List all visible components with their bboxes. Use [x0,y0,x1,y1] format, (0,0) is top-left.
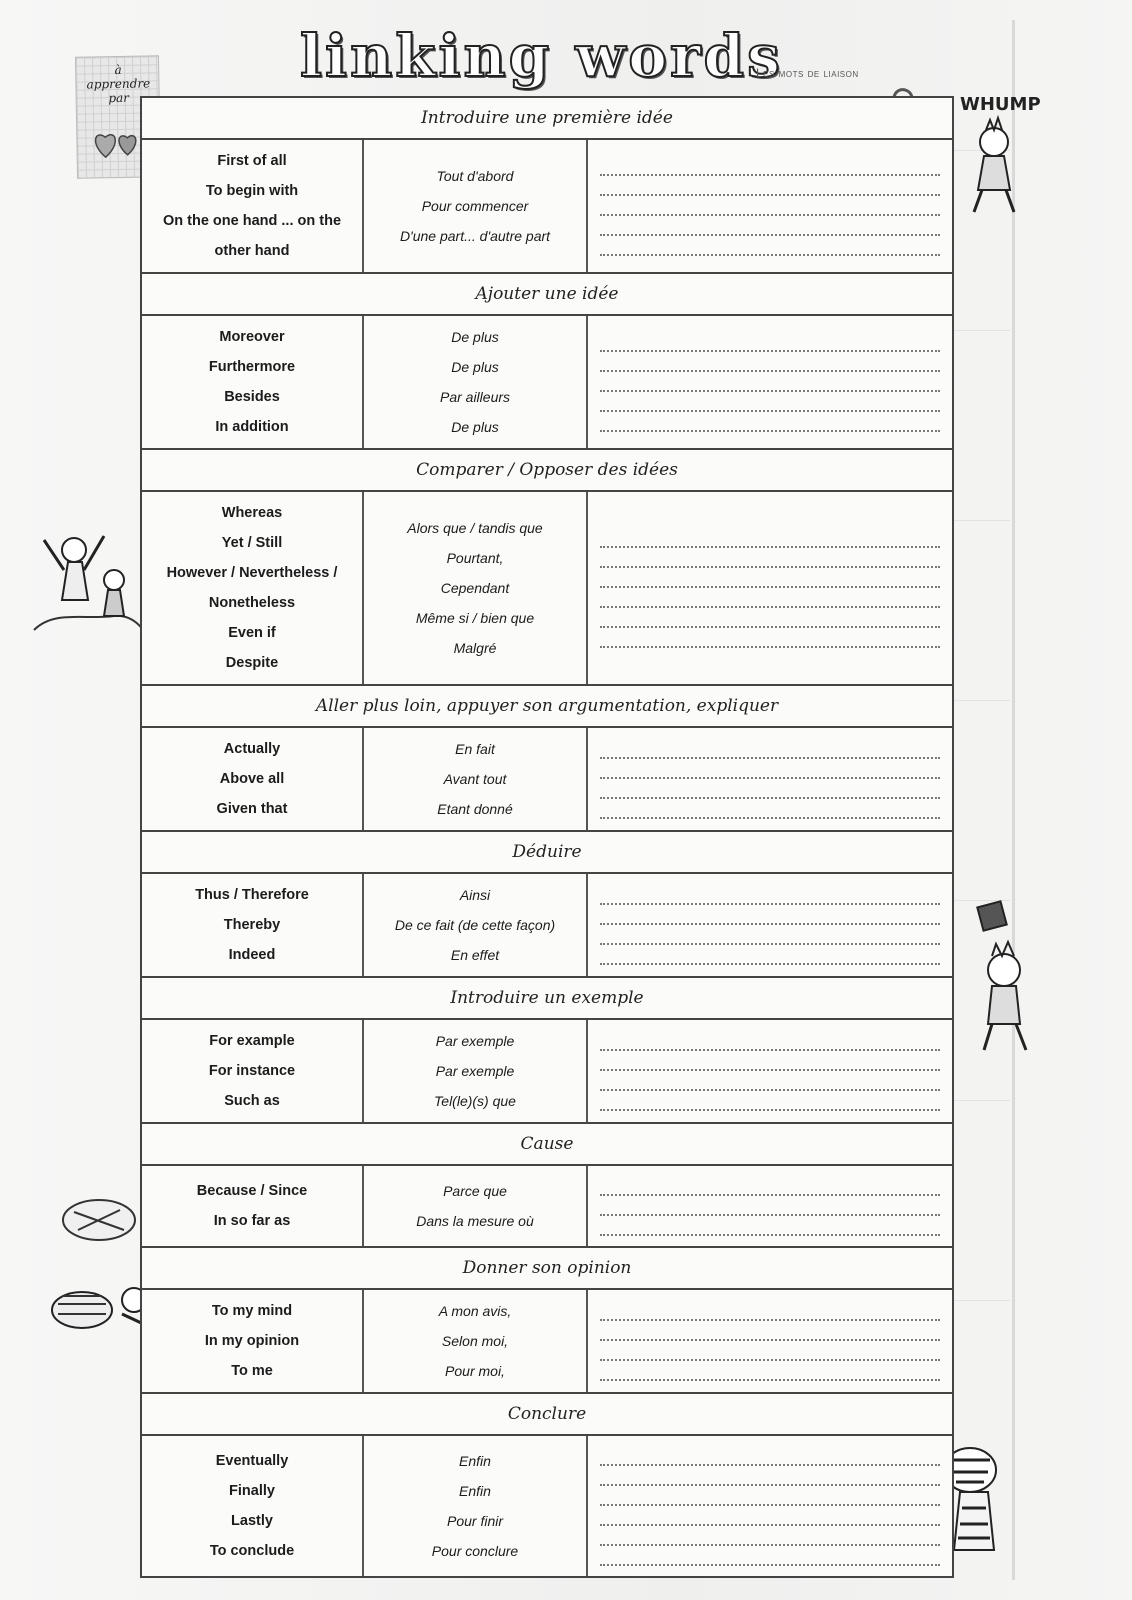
page-subtitle: Les mots de liaison [756,66,859,80]
hearts-icon [91,119,146,164]
dotted-writing-line[interactable] [600,588,940,608]
writing-area[interactable] [588,1436,952,1576]
section-title: Aller plus loin, appuyer son argumentation, expliquer [142,686,952,728]
french-translation: Pour moi, [445,1363,505,1379]
section-row [142,492,952,686]
section-title: Conclure [142,1394,952,1436]
section-row [142,728,952,832]
dotted-writing-line[interactable] [600,759,940,779]
french-translation: Malgré [453,640,497,656]
section-title: Déduire [142,832,952,874]
section-row [142,1290,952,1394]
dotted-writing-line[interactable] [600,1176,940,1196]
french-translation: Tel(le)(s) que [434,1093,516,1109]
french-translation: De plus [451,359,499,375]
writing-area[interactable] [588,1020,952,1122]
writing-area[interactable] [588,728,952,830]
english-linking-word: Even if [228,625,276,641]
dotted-writing-line[interactable] [600,1321,940,1341]
dotted-writing-line[interactable] [600,945,940,965]
comic-character-with-book-icon [962,900,1046,1060]
section-title: Cause [142,1124,952,1166]
comic-characters-tumble-icon [54,1190,144,1250]
english-linking-word: Whereas [221,505,283,521]
english-linking-word: However / Nevertheless / [166,565,338,581]
french-translation: En effet [450,947,500,963]
english-linking-word: Besides [224,389,280,405]
section-title: Donner son opinion [142,1248,952,1290]
dotted-writing-line[interactable] [600,568,940,588]
french-translation: Selon moi, [441,1333,509,1349]
dotted-writing-line[interactable] [600,176,940,196]
english-linking-word: Moreover [219,329,285,345]
writing-area[interactable] [588,316,952,448]
english-linking-word: Thereby [223,917,281,933]
dotted-writing-line[interactable] [600,352,940,372]
dotted-writing-line[interactable] [600,236,940,256]
french-translation: Parce que [443,1183,507,1199]
writing-area[interactable] [588,874,952,976]
french-translation: Pour conclure [431,1543,519,1559]
dotted-writing-line[interactable] [600,332,940,352]
whump-sound-text: WHUMP [960,94,1041,115]
french-translation: Pourtant, [446,550,504,566]
french-translation: A mon avis, [438,1303,512,1319]
dotted-writing-line[interactable] [600,1301,940,1321]
english-linking-word: Because / Since [196,1183,308,1199]
english-linking-word: Such as [224,1093,280,1109]
section-title: Introduire un exemple [142,978,952,1020]
french-column [364,728,588,830]
english-column [142,316,364,448]
french-translation: Même si / bien que [415,610,535,626]
english-linking-word: Eventually [215,1453,289,1469]
english-column [142,1020,364,1122]
dotted-writing-line[interactable] [600,799,940,819]
french-translation: De ce fait (de cette façon) [394,917,556,933]
french-translation: D'une part... d'autre part [399,228,551,244]
french-translation: Enfin [459,1483,491,1499]
page-edge [1012,20,1015,1580]
french-column [364,1166,588,1246]
english-linking-word: To me [231,1363,273,1379]
french-column [364,1290,588,1392]
french-translation: Cependant [440,580,510,596]
dotted-writing-line[interactable] [600,1051,940,1071]
section-row [142,1166,952,1248]
french-column [364,492,588,684]
english-linking-word: Given that [216,801,288,817]
french-translation: Ainsi [459,887,491,903]
writing-area[interactable] [588,140,952,272]
section-row [142,316,952,450]
english-linking-word: For example [209,1033,295,1049]
english-column [142,1290,364,1392]
dotted-writing-line[interactable] [600,1506,940,1526]
dotted-writing-line[interactable] [600,548,940,568]
dotted-writing-line[interactable] [600,1446,940,1466]
french-column [364,874,588,976]
dotted-writing-line[interactable] [600,412,940,432]
section-row [142,1020,952,1124]
english-column [142,492,364,684]
dotted-writing-line[interactable] [600,1071,940,1091]
comic-characters-running-icon [24,520,154,650]
french-translation: Par exemple [435,1033,515,1049]
english-linking-word: other hand [214,243,290,259]
section-title: Comparer / Opposer des idées [142,450,952,492]
dotted-writing-line[interactable] [600,216,940,236]
french-column [364,316,588,448]
english-linking-word: In addition [215,419,289,435]
dotted-writing-line[interactable] [600,392,940,412]
dotted-writing-line[interactable] [600,1031,940,1051]
dotted-writing-line[interactable] [600,156,940,176]
english-column [142,140,364,272]
dotted-writing-line[interactable] [600,1341,940,1361]
dotted-writing-line[interactable] [600,925,940,945]
writing-area[interactable] [588,1290,952,1392]
dotted-writing-line[interactable] [600,1216,940,1236]
dotted-writing-line[interactable] [600,779,940,799]
section-row [142,1436,952,1576]
french-translation: De plus [451,329,499,345]
english-linking-word: On the one hand ... on the [162,213,342,229]
english-linking-word: Finally [229,1483,275,1499]
section-row [142,874,952,978]
english-linking-word: First of all [217,153,287,169]
english-linking-word: To conclude [209,1543,295,1559]
french-translation: Dans la mesure où [416,1213,534,1229]
french-translation: Pour finir [446,1513,504,1529]
french-translation: Enfin [459,1453,491,1469]
french-translation: Par exemple [435,1063,515,1079]
english-linking-word: Indeed [228,947,276,963]
english-linking-word: To my mind [211,1303,293,1319]
english-linking-word: Actually [223,741,281,757]
english-linking-word: Above all [219,771,285,787]
french-column [364,1436,588,1576]
linking-words-table [140,96,954,1578]
dotted-writing-line[interactable] [600,739,940,759]
dotted-writing-line[interactable] [600,196,940,216]
dotted-writing-line[interactable] [600,628,940,648]
french-translation: En fait [455,741,495,757]
comic-character-whump-icon [958,90,1041,220]
page-title: linking words [300,22,783,90]
english-linking-word: For instance [208,1063,296,1079]
french-translation: Avant tout [443,771,507,787]
french-translation: Pour commencer [421,198,529,214]
dotted-writing-line[interactable] [600,372,940,392]
dotted-writing-line[interactable] [600,1526,940,1546]
english-column [142,1436,364,1576]
dotted-writing-line[interactable] [600,885,940,905]
dotted-writing-line[interactable] [600,608,940,628]
english-linking-word: Yet / Still [221,535,283,551]
english-linking-word: Thus / Therefore [195,887,309,903]
section-title: Introduire une première idée [142,98,952,140]
english-linking-word: Nonetheless [208,595,296,611]
french-translation: Tout d'abord [436,168,514,184]
english-column [142,874,364,976]
english-column [142,1166,364,1246]
dotted-writing-line[interactable] [600,1196,940,1216]
section-title: Ajouter une idée [142,274,952,316]
english-linking-word: In my opinion [204,1333,300,1349]
section-row [142,140,952,274]
french-column [364,140,588,272]
sticky-note-text: à apprendre par [86,62,151,106]
english-linking-word: In so far as [213,1213,291,1229]
english-linking-word: Despite [225,655,279,671]
french-translation: Etant donné [437,801,513,817]
french-column [364,1020,588,1122]
dotted-writing-line[interactable] [600,1466,940,1486]
english-linking-word: To begin with [205,183,299,199]
dotted-writing-line[interactable] [600,528,940,548]
dotted-writing-line[interactable] [600,1361,940,1381]
english-linking-word: Lastly [231,1513,273,1529]
english-linking-word: Furthermore [208,359,296,375]
writing-area[interactable] [588,1166,952,1246]
dotted-writing-line[interactable] [600,1091,940,1111]
dotted-writing-line[interactable] [600,1486,940,1506]
dotted-writing-line[interactable] [600,905,940,925]
french-translation: Par ailleurs [439,389,511,405]
english-column [142,728,364,830]
french-translation: De plus [451,419,499,435]
dotted-writing-line[interactable] [600,1546,940,1566]
writing-area[interactable] [588,492,952,684]
french-translation: Alors que / tandis que [407,520,543,536]
